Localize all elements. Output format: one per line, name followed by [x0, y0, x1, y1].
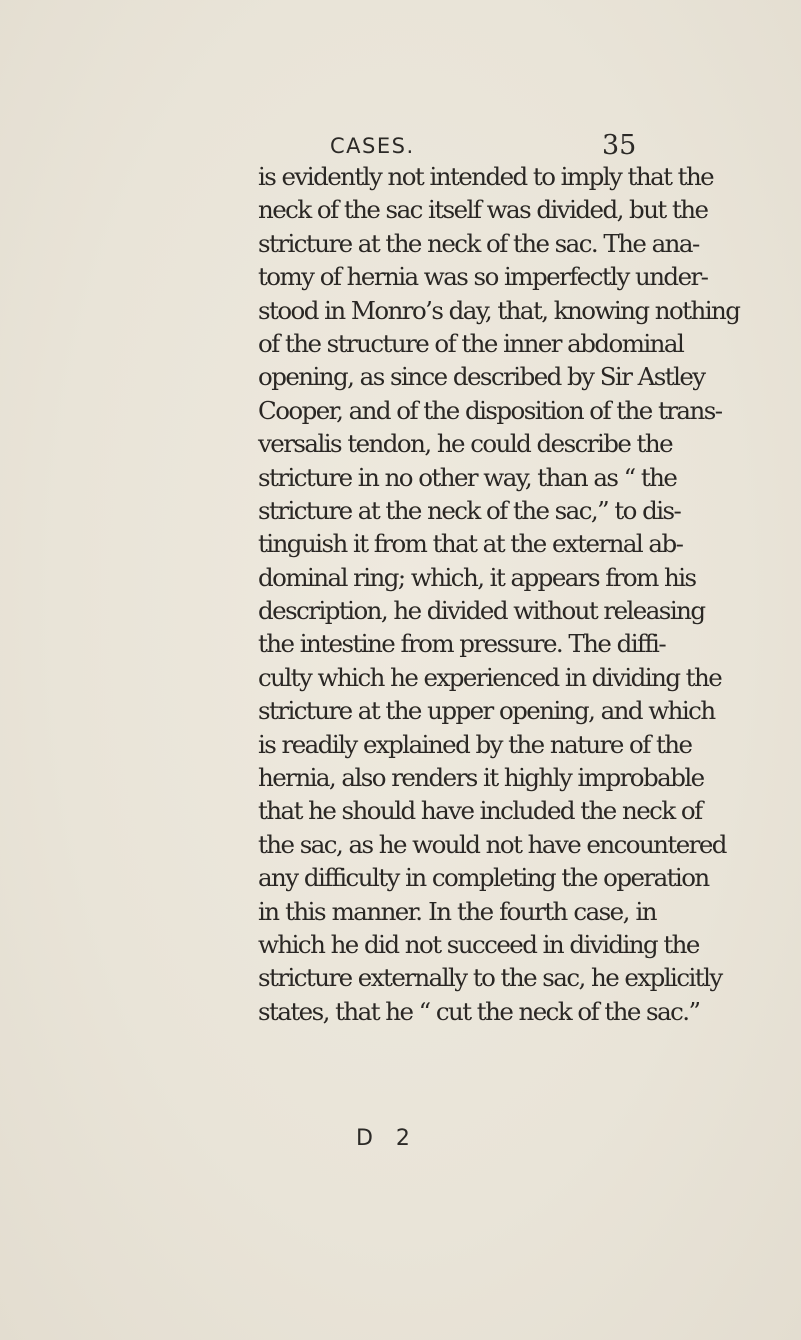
text-line: opening, as since described by Sir Astley	[258, 362, 705, 392]
text-line: tomy of hernia was so imperfectly under-	[258, 262, 708, 292]
text-line: the sac, as he would not have encountered	[258, 829, 726, 859]
text-line: culty which he experienced in dividing the	[258, 662, 722, 692]
text-line: stricture at the neck of the sac,” to dis-	[258, 495, 681, 525]
text-line: tinguish it from that at the external ab-	[258, 529, 683, 559]
text-line: versalis tendon, he could describe the	[258, 429, 673, 459]
text-line: in this manner. In the fourth case, in	[258, 896, 656, 926]
text-line: hernia, also renders it highly improbable	[258, 763, 704, 793]
text-line: is evidently not intended to imply that the	[258, 162, 714, 191]
page-number: 35	[602, 130, 637, 161]
text-line: that he should have included the neck of	[258, 796, 702, 826]
text-line: stricture at the upper opening, and which	[258, 696, 715, 726]
text-line: the intestine from pressure. The diffi-	[258, 629, 666, 659]
text-line: stricture at the neck of the sac. The ana-	[258, 228, 699, 258]
text-line: Cooper, and of the disposition of the trans-	[258, 395, 722, 425]
body-text	[258, 160, 740, 1028]
text-line: description, he divided without releasing	[258, 596, 705, 626]
signature-mark: D 2	[356, 1126, 418, 1151]
text-line: of the structure of the inner abdominal	[258, 328, 684, 358]
text-line: any difficulty in completing the operation	[258, 863, 709, 893]
text-line: is readily explained by the nature of the	[258, 729, 692, 759]
text-line: stricture in no other way, than as “ the	[258, 462, 677, 492]
text-line: neck of the sac itself was divided, but the	[258, 195, 708, 225]
text-line: stood in Monro’s day, that, knowing nothing	[258, 295, 740, 325]
running-title: CASES.	[330, 134, 415, 158]
text-line: dominal ring; which, it appears from his	[258, 562, 696, 592]
text-line: which he did not succeed in dividing the	[258, 929, 699, 959]
text-line: stricture externally to the sac, he explicitly	[258, 963, 722, 993]
text-line: states, that he “ cut the neck of the sac.”	[258, 996, 700, 1026]
